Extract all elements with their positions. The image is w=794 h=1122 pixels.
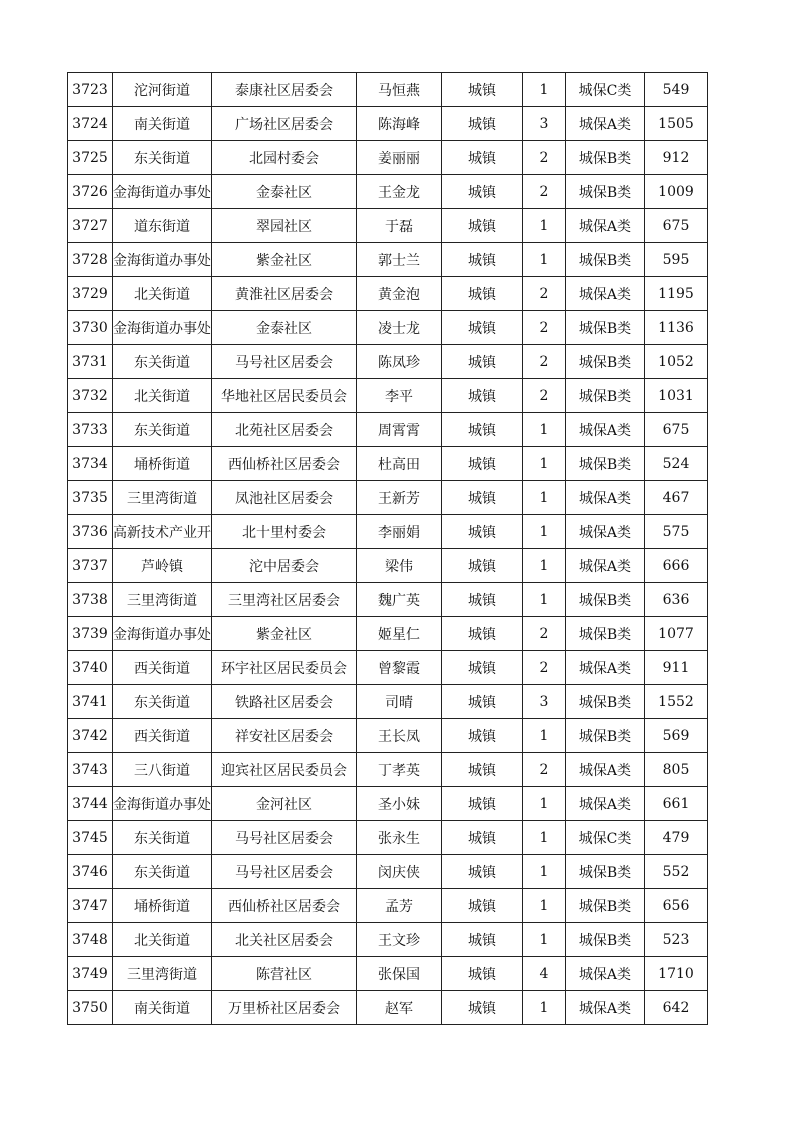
person-name-cell: 张永生 (357, 821, 442, 855)
street-office-cell: 北关街道 (113, 379, 212, 413)
insurance-class-cell: 城保A类 (566, 991, 645, 1025)
table-row (68, 107, 708, 141)
table-row (68, 175, 708, 209)
row-number-cell: 3743 (68, 753, 113, 787)
area-type-cell: 城镇 (442, 753, 523, 787)
community-cell: 陈营社区 (212, 957, 357, 991)
insurance-class-cell: 城保A类 (566, 753, 645, 787)
insurance-class-cell: 城保B类 (566, 719, 645, 753)
area-type-cell: 城镇 (442, 651, 523, 685)
insurance-class-cell: 城保B类 (566, 889, 645, 923)
household-count-cell: 1 (523, 991, 566, 1025)
amount-cell: 1031 (645, 379, 708, 413)
table-row (68, 821, 708, 855)
row-number-cell: 3736 (68, 515, 113, 549)
insurance-class-cell: 城保B类 (566, 311, 645, 345)
person-name-cell: 于磊 (357, 209, 442, 243)
amount-cell: 666 (645, 549, 708, 583)
row-number-cell: 3740 (68, 651, 113, 685)
amount-cell: 912 (645, 141, 708, 175)
area-type-cell: 城镇 (442, 73, 523, 107)
table-row (68, 719, 708, 753)
amount-cell: 575 (645, 515, 708, 549)
person-name-cell: 凌士龙 (357, 311, 442, 345)
person-name-cell: 王长凤 (357, 719, 442, 753)
table-row (68, 787, 708, 821)
table-row (68, 617, 708, 651)
amount-cell: 479 (645, 821, 708, 855)
street-office-cell: 东关街道 (113, 821, 212, 855)
table-row (68, 651, 708, 685)
area-type-cell: 城镇 (442, 209, 523, 243)
person-name-cell: 马恒燕 (357, 73, 442, 107)
household-count-cell: 1 (523, 413, 566, 447)
street-office-cell: 北关街道 (113, 277, 212, 311)
table-row (68, 583, 708, 617)
area-type-cell: 城镇 (442, 855, 523, 889)
insurance-class-cell: 城保A类 (566, 651, 645, 685)
area-type-cell: 城镇 (442, 515, 523, 549)
table-row (68, 141, 708, 175)
community-cell: 马号社区居委会 (212, 855, 357, 889)
table-row (68, 855, 708, 889)
insurance-class-cell: 城保B类 (566, 583, 645, 617)
area-type-cell: 城镇 (442, 311, 523, 345)
insurance-class-cell: 城保B类 (566, 141, 645, 175)
street-office-cell: 东关街道 (113, 685, 212, 719)
amount-cell: 656 (645, 889, 708, 923)
community-cell: 紫金社区 (212, 243, 357, 277)
street-office-cell: 道东街道 (113, 209, 212, 243)
community-cell: 金河社区 (212, 787, 357, 821)
area-type-cell: 城镇 (442, 889, 523, 923)
community-cell: 紫金社区 (212, 617, 357, 651)
table-row (68, 515, 708, 549)
household-count-cell: 2 (523, 617, 566, 651)
household-count-cell: 1 (523, 787, 566, 821)
insurance-class-cell: 城保C类 (566, 821, 645, 855)
household-count-cell: 1 (523, 209, 566, 243)
community-cell: 北十里村委会 (212, 515, 357, 549)
community-cell: 泰康社区居委会 (212, 73, 357, 107)
insurance-class-cell: 城保B类 (566, 243, 645, 277)
household-count-cell: 1 (523, 855, 566, 889)
household-count-cell: 2 (523, 379, 566, 413)
person-name-cell: 司晴 (357, 685, 442, 719)
person-name-cell: 陈凤珍 (357, 345, 442, 379)
insurance-class-cell: 城保B类 (566, 447, 645, 481)
street-office-cell: 南关街道 (113, 991, 212, 1025)
insurance-class-cell: 城保B类 (566, 617, 645, 651)
community-cell: 环宇社区居民委员会 (212, 651, 357, 685)
community-cell: 迎宾社区居民委员会 (212, 753, 357, 787)
insurance-class-cell: 城保C类 (566, 73, 645, 107)
roster-table-body (68, 73, 708, 1025)
street-office-cell: 东关街道 (113, 855, 212, 889)
area-type-cell: 城镇 (442, 685, 523, 719)
household-count-cell: 1 (523, 923, 566, 957)
amount-cell: 661 (645, 787, 708, 821)
amount-cell: 569 (645, 719, 708, 753)
community-cell: 马号社区居委会 (212, 345, 357, 379)
amount-cell: 523 (645, 923, 708, 957)
insurance-class-cell: 城保A类 (566, 957, 645, 991)
street-office-cell: 芦岭镇 (113, 549, 212, 583)
household-count-cell: 1 (523, 821, 566, 855)
amount-cell: 805 (645, 753, 708, 787)
table-row (68, 73, 708, 107)
row-number-cell: 3731 (68, 345, 113, 379)
community-cell: 西仙桥社区居委会 (212, 447, 357, 481)
street-office-cell: 埇桥街道 (113, 447, 212, 481)
table-row (68, 447, 708, 481)
community-cell: 三里湾社区居委会 (212, 583, 357, 617)
row-number-cell: 3742 (68, 719, 113, 753)
insurance-class-cell: 城保A类 (566, 787, 645, 821)
table-row (68, 753, 708, 787)
table-row (68, 685, 708, 719)
row-number-cell: 3725 (68, 141, 113, 175)
person-name-cell: 杜高田 (357, 447, 442, 481)
street-office-cell: 南关街道 (113, 107, 212, 141)
table-row (68, 243, 708, 277)
person-name-cell: 王新芳 (357, 481, 442, 515)
person-name-cell: 圣小妹 (357, 787, 442, 821)
household-count-cell: 3 (523, 107, 566, 141)
table-row (68, 549, 708, 583)
insurance-class-cell: 城保A类 (566, 481, 645, 515)
area-type-cell: 城镇 (442, 787, 523, 821)
row-number-cell: 3738 (68, 583, 113, 617)
row-number-cell: 3747 (68, 889, 113, 923)
person-name-cell: 闵庆侠 (357, 855, 442, 889)
household-count-cell: 1 (523, 515, 566, 549)
row-number-cell: 3728 (68, 243, 113, 277)
area-type-cell: 城镇 (442, 107, 523, 141)
street-office-cell: 北关街道 (113, 923, 212, 957)
insurance-class-cell: 城保B类 (566, 685, 645, 719)
street-office-cell: 金海街道办事处 (113, 787, 212, 821)
amount-cell: 1710 (645, 957, 708, 991)
row-number-cell: 3745 (68, 821, 113, 855)
community-cell: 翠园社区 (212, 209, 357, 243)
row-number-cell: 3732 (68, 379, 113, 413)
amount-cell: 642 (645, 991, 708, 1025)
community-cell: 北园村委会 (212, 141, 357, 175)
area-type-cell: 城镇 (442, 821, 523, 855)
street-office-cell: 东关街道 (113, 413, 212, 447)
community-cell: 北关社区居委会 (212, 923, 357, 957)
street-office-cell: 高新技术产业开 (113, 515, 212, 549)
street-office-cell: 东关街道 (113, 141, 212, 175)
person-name-cell: 郭士兰 (357, 243, 442, 277)
community-cell: 马号社区居委会 (212, 821, 357, 855)
community-cell: 广场社区居委会 (212, 107, 357, 141)
street-office-cell: 金海街道办事处 (113, 617, 212, 651)
row-number-cell: 3723 (68, 73, 113, 107)
household-count-cell: 2 (523, 311, 566, 345)
household-count-cell: 2 (523, 753, 566, 787)
community-cell: 凤池社区居委会 (212, 481, 357, 515)
amount-cell: 1195 (645, 277, 708, 311)
area-type-cell: 城镇 (442, 719, 523, 753)
community-cell: 北苑社区居委会 (212, 413, 357, 447)
street-office-cell: 三里湾街道 (113, 957, 212, 991)
street-office-cell: 西关街道 (113, 651, 212, 685)
person-name-cell: 孟芳 (357, 889, 442, 923)
row-number-cell: 3741 (68, 685, 113, 719)
household-count-cell: 3 (523, 685, 566, 719)
area-type-cell: 城镇 (442, 549, 523, 583)
row-number-cell: 3727 (68, 209, 113, 243)
amount-cell: 549 (645, 73, 708, 107)
person-name-cell: 李平 (357, 379, 442, 413)
insurance-class-cell: 城保B类 (566, 175, 645, 209)
community-cell: 华地社区居民委员会 (212, 379, 357, 413)
person-name-cell: 李丽娟 (357, 515, 442, 549)
insurance-class-cell: 城保A类 (566, 209, 645, 243)
table-row (68, 481, 708, 515)
area-type-cell: 城镇 (442, 277, 523, 311)
row-number-cell: 3746 (68, 855, 113, 889)
amount-cell: 1505 (645, 107, 708, 141)
row-number-cell: 3729 (68, 277, 113, 311)
community-cell: 铁路社区居委会 (212, 685, 357, 719)
person-name-cell: 黄金泡 (357, 277, 442, 311)
area-type-cell: 城镇 (442, 991, 523, 1025)
household-count-cell: 4 (523, 957, 566, 991)
household-count-cell: 1 (523, 243, 566, 277)
row-number-cell: 3749 (68, 957, 113, 991)
household-count-cell: 1 (523, 719, 566, 753)
table-row (68, 957, 708, 991)
person-name-cell: 魏广英 (357, 583, 442, 617)
household-count-cell: 1 (523, 549, 566, 583)
insurance-class-cell: 城保A类 (566, 549, 645, 583)
amount-cell: 552 (645, 855, 708, 889)
table-row (68, 379, 708, 413)
table-row (68, 413, 708, 447)
row-number-cell: 3735 (68, 481, 113, 515)
area-type-cell: 城镇 (442, 583, 523, 617)
amount-cell: 675 (645, 413, 708, 447)
insurance-class-cell: 城保A类 (566, 413, 645, 447)
row-number-cell: 3726 (68, 175, 113, 209)
household-count-cell: 1 (523, 447, 566, 481)
community-cell: 金泰社区 (212, 175, 357, 209)
amount-cell: 524 (645, 447, 708, 481)
amount-cell: 636 (645, 583, 708, 617)
area-type-cell: 城镇 (442, 345, 523, 379)
person-name-cell: 周霄霄 (357, 413, 442, 447)
roster-sheet (67, 72, 708, 1025)
row-number-cell: 3737 (68, 549, 113, 583)
area-type-cell: 城镇 (442, 141, 523, 175)
area-type-cell: 城镇 (442, 617, 523, 651)
table-row (68, 923, 708, 957)
household-count-cell: 2 (523, 651, 566, 685)
insurance-class-cell: 城保B类 (566, 855, 645, 889)
area-type-cell: 城镇 (442, 175, 523, 209)
insurance-class-cell: 城保A类 (566, 107, 645, 141)
table-row (68, 889, 708, 923)
street-office-cell: 东关街道 (113, 345, 212, 379)
household-count-cell: 1 (523, 889, 566, 923)
row-number-cell: 3748 (68, 923, 113, 957)
street-office-cell: 三里湾街道 (113, 583, 212, 617)
area-type-cell: 城镇 (442, 923, 523, 957)
street-office-cell: 沱河街道 (113, 73, 212, 107)
community-cell: 金泰社区 (212, 311, 357, 345)
area-type-cell: 城镇 (442, 379, 523, 413)
household-count-cell: 2 (523, 175, 566, 209)
household-count-cell: 1 (523, 73, 566, 107)
person-name-cell: 王文珍 (357, 923, 442, 957)
insurance-class-cell: 城保B类 (566, 379, 645, 413)
amount-cell: 1009 (645, 175, 708, 209)
amount-cell: 595 (645, 243, 708, 277)
amount-cell: 1077 (645, 617, 708, 651)
person-name-cell: 姜丽丽 (357, 141, 442, 175)
person-name-cell: 曾黎霞 (357, 651, 442, 685)
area-type-cell: 城镇 (442, 413, 523, 447)
area-type-cell: 城镇 (442, 447, 523, 481)
table-row (68, 991, 708, 1025)
row-number-cell: 3739 (68, 617, 113, 651)
person-name-cell: 赵军 (357, 991, 442, 1025)
row-number-cell: 3733 (68, 413, 113, 447)
row-number-cell: 3734 (68, 447, 113, 481)
table-row (68, 345, 708, 379)
insurance-class-cell: 城保A类 (566, 515, 645, 549)
street-office-cell: 金海街道办事处 (113, 175, 212, 209)
amount-cell: 1552 (645, 685, 708, 719)
area-type-cell: 城镇 (442, 243, 523, 277)
street-office-cell: 西关街道 (113, 719, 212, 753)
community-cell: 西仙桥社区居委会 (212, 889, 357, 923)
street-office-cell: 金海街道办事处 (113, 311, 212, 345)
amount-cell: 1052 (645, 345, 708, 379)
amount-cell: 911 (645, 651, 708, 685)
street-office-cell: 三里湾街道 (113, 481, 212, 515)
community-cell: 沱中居委会 (212, 549, 357, 583)
street-office-cell: 金海街道办事处 (113, 243, 212, 277)
roster-table (67, 72, 708, 1025)
community-cell: 黄淮社区居委会 (212, 277, 357, 311)
table-row (68, 209, 708, 243)
person-name-cell: 张保国 (357, 957, 442, 991)
amount-cell: 1136 (645, 311, 708, 345)
street-office-cell: 埇桥街道 (113, 889, 212, 923)
insurance-class-cell: 城保B类 (566, 923, 645, 957)
street-office-cell: 三八街道 (113, 753, 212, 787)
person-name-cell: 梁伟 (357, 549, 442, 583)
person-name-cell: 陈海峰 (357, 107, 442, 141)
row-number-cell: 3724 (68, 107, 113, 141)
household-count-cell: 2 (523, 277, 566, 311)
table-row (68, 311, 708, 345)
community-cell: 祥安社区居委会 (212, 719, 357, 753)
row-number-cell: 3730 (68, 311, 113, 345)
table-row (68, 277, 708, 311)
row-number-cell: 3744 (68, 787, 113, 821)
household-count-cell: 2 (523, 141, 566, 175)
person-name-cell: 王金龙 (357, 175, 442, 209)
amount-cell: 467 (645, 481, 708, 515)
insurance-class-cell: 城保B类 (566, 345, 645, 379)
person-name-cell: 姬星仁 (357, 617, 442, 651)
household-count-cell: 2 (523, 345, 566, 379)
row-number-cell: 3750 (68, 991, 113, 1025)
household-count-cell: 1 (523, 481, 566, 515)
area-type-cell: 城镇 (442, 481, 523, 515)
household-count-cell: 1 (523, 583, 566, 617)
community-cell: 万里桥社区居委会 (212, 991, 357, 1025)
person-name-cell: 丁孝英 (357, 753, 442, 787)
area-type-cell: 城镇 (442, 957, 523, 991)
amount-cell: 675 (645, 209, 708, 243)
insurance-class-cell: 城保A类 (566, 277, 645, 311)
